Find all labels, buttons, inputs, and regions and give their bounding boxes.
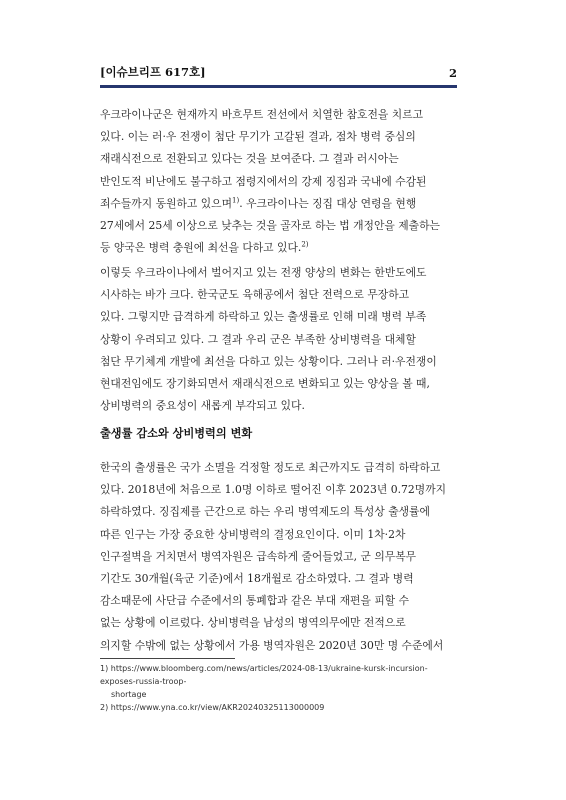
text-line: 반인도적 비난에도 불구하고 점령지에서의 강제 징집과 국내에 수감된 xyxy=(100,174,427,188)
footnote-1 xyxy=(100,662,461,701)
text-line: 인구절벽을 거치면서 병역자원은 급속하게 줄어들었고, 군 의무복무 xyxy=(100,549,417,563)
footnote-link-continued[interactable]: shortage xyxy=(111,690,147,699)
paragraph-1 xyxy=(100,104,461,259)
text-line: 있다. 2018년에 처음으로 1.0명 이하로 떨어진 이후 2023년 0.72명까지 xyxy=(100,483,447,497)
footnote-ref-1[interactable]: 1) xyxy=(232,196,240,205)
issue-title: [이슈브리프 617호] xyxy=(100,65,206,79)
footnote-number: 2) xyxy=(100,703,109,712)
page-number: 2 xyxy=(448,66,457,80)
section-heading: 출생률 감소와 상비병력의 변화 xyxy=(100,427,253,440)
text-line: 따른 인구는 가장 중요한 상비병력의 결정요인이다. 이미 1차·2차 xyxy=(100,527,406,541)
footnotes xyxy=(100,662,461,714)
text-line: 우크라이나군은 현재까지 바흐무트 전선에서 치열한 참호전을 치르고 xyxy=(100,108,424,121)
footnote-2 xyxy=(100,701,461,714)
text-line: 의지할 수밖에 없는 상황에서 가용 병역자원은 2020년 30만 명 수준에서 xyxy=(100,638,444,652)
footnote-separator xyxy=(100,658,235,659)
text-line: 기간도 30개월(육군 기준)에서 18개월로 감소하였다. 그 결과 병력 xyxy=(100,571,414,585)
footnote-ref-2[interactable]: 2) xyxy=(301,240,309,249)
footnote-number: 1) xyxy=(100,664,109,673)
footnote-link[interactable]: https://www.bloomberg.com/news/articles/2024-08-13/ukraine-kursk-incursion-exposes-russia-troop- xyxy=(100,664,428,686)
text-line: 시사하는 바가 크다. 한국군도 육해공에서 첨단 전력으로 무장하고 xyxy=(100,288,410,302)
text-line: 재래식전으로 전환되고 있다는 것을 보여준다. 그 결과 러시아는 xyxy=(100,152,399,166)
text-line xyxy=(100,193,461,215)
text-line: 27세에서 25세 이상으로 낮추는 것을 골자로 하는 법 개정안을 제출하는 xyxy=(100,218,440,232)
text-line: 감소때문에 사단급 수준에서의 통폐합과 같은 부대 재편을 피할 수 xyxy=(100,594,410,608)
text-line: 이렇듯 우크라이나에서 벌어지고 있는 전쟁 양상의 변화는 한반도에도 xyxy=(100,266,427,279)
text-line: 있다. 그렇지만 급격하게 하락하고 있는 출생률로 인해 미래 병력 부족 xyxy=(100,310,427,324)
text-line: 하락하였다. 징집제를 근간으로 하는 우리 병역제도의 특성상 출생률에 xyxy=(100,505,430,519)
header-rule xyxy=(100,85,457,88)
text-segment: 등 양국은 병력 충원에 최선을 다하고 있다. xyxy=(100,241,302,255)
text-segment: 죄수들까지 동원하고 있으며 xyxy=(100,196,233,210)
text-line: 첨단 무기체계 개발에 최선을 다하고 있는 상황이다. 그러나 러·우전쟁이 xyxy=(100,354,437,368)
text-line: 한국의 출생률은 국가 소멸을 걱정할 정도로 최근까지도 급격히 하락하고 xyxy=(100,461,441,474)
text-line: 상황이 우려되고 있다. 그 결과 우리 군은 부족한 상비병력을 대체할 xyxy=(100,332,416,346)
text-line: 현대전임에도 장기화되면서 재래식전으로 변화되고 있는 양상을 볼 때, xyxy=(100,376,430,390)
page-header xyxy=(100,64,457,80)
text-segment: . 우크라이나는 징집 대상 연령을 현행 xyxy=(239,196,417,210)
text-line: 상비병력의 중요성이 새롭게 부각되고 있다. xyxy=(100,399,305,413)
footnote-link[interactable]: https://www.yna.co.kr/view/AKR20240325113000009 xyxy=(110,703,325,712)
text-line: 없는 상황에 이르렀다. 상비병력을 남성의 병역의무에만 전적으로 xyxy=(100,616,406,630)
paragraph-3 xyxy=(100,457,461,657)
text-line: 있다. 이는 러·우 전쟁이 첨단 무기가 고갈된 결과, 점차 병력 중심의 xyxy=(100,130,416,144)
paragraph-2 xyxy=(100,262,461,417)
text-line xyxy=(100,237,461,259)
